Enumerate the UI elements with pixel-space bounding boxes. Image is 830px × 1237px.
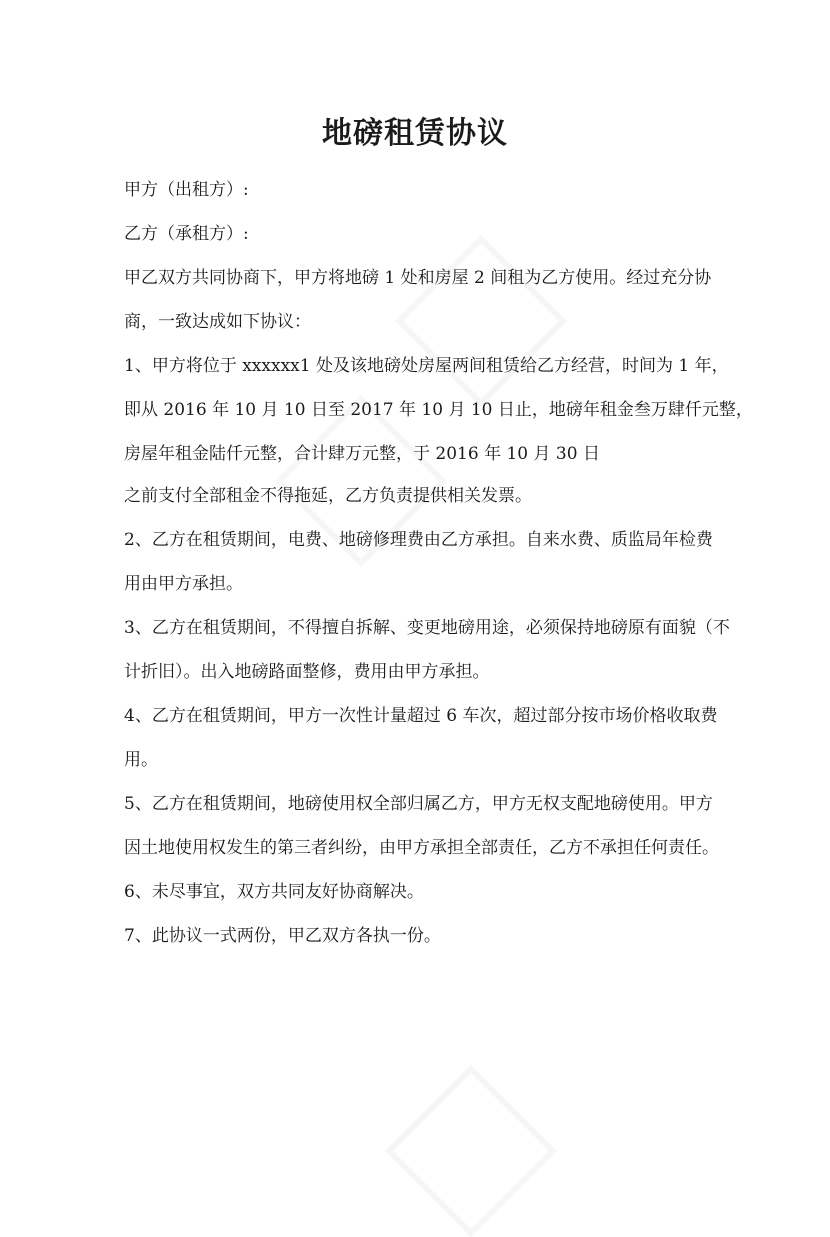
clause-6-line: 6、未尽事宜，双方共同友好协商解决。	[124, 882, 424, 902]
clause-4-line-1: 4、乙方在租赁期间，甲方一次性计量超过 6 车次，超过部分按市场价格收取费	[124, 706, 718, 726]
clause-2-line-1: 2、乙方在租赁期间，电费、地磅修理费由乙方承担。自来水费、质监局年检费	[124, 530, 713, 550]
intro-line-1: 甲乙双方共同协商下，甲方将地磅 1 处和房屋 2 间租为乙方使用。经过充分协	[124, 268, 712, 288]
watermark-shape	[385, 1065, 558, 1237]
party-b-line: 乙方（承租方）:	[124, 224, 249, 244]
clause-5-line-1: 5、乙方在租赁期间，地磅使用权全部归属乙方，甲方无权支配地磅使用。甲方	[124, 794, 713, 814]
clause-2-line-2: 用由甲方承担。	[124, 574, 243, 594]
clause-1-line-4: 之前支付全部租金不得拖延，乙方负责提供相关发票。	[124, 486, 532, 506]
clause-1-line-3: 房屋年租金陆仟元整，合计肆万元整，于 2016 年 10 月 30 日	[124, 444, 600, 464]
clause-3-line-2: 计折旧）。出入地磅路面整修，费用由甲方承担。	[124, 662, 490, 682]
clause-3-line-1: 3、乙方在租赁期间，不得擅自拆解、变更地磅用途，必须保持地磅原有面貌（不	[124, 618, 730, 638]
party-a-line: 甲方（出租方）:	[124, 180, 249, 200]
intro-line-2: 商，一致达成如下协议：	[124, 312, 311, 332]
clause-1-line-1: 1、甲方将位于 xxxxxx1 处及该地磅处房屋两间租赁给乙方经营，时间为 1 年，	[124, 356, 729, 376]
document-title: 地磅租赁协议	[322, 116, 508, 151]
clause-4-line-2: 用。	[124, 750, 158, 770]
clause-7-line: 7、此协议一式两份，甲乙双方各执一份。	[124, 926, 441, 946]
clause-1-line-2: 即从 2016 年 10 月 10 日至 2017 年 10 月 10 日止，地磅年租金叁万肆仟元整，	[124, 400, 753, 420]
clause-5-line-2: 因土地使用权发生的第三者纠纷，由甲方承担全部责任，乙方不承担任何责任。	[124, 838, 719, 858]
